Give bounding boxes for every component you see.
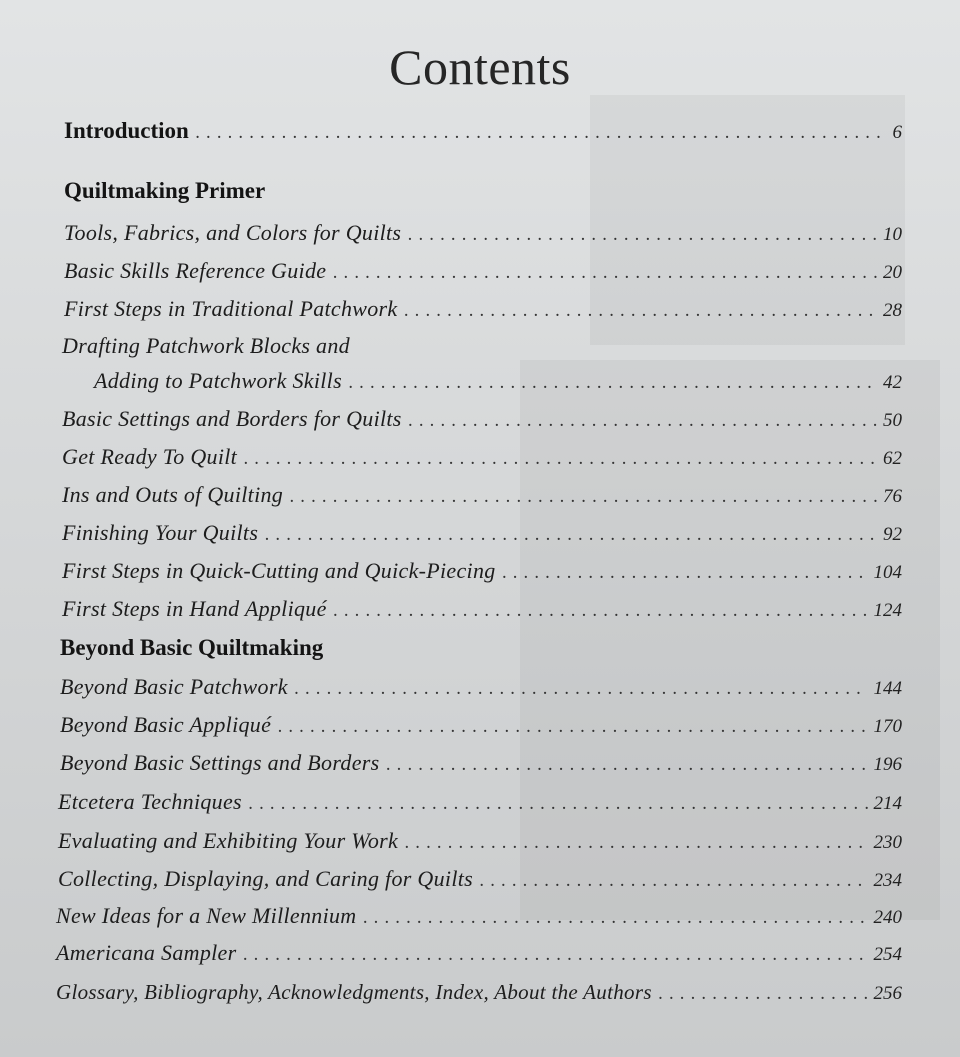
- leader-dots: [195, 123, 887, 143]
- toc-entry-label: Etcetera Techniques: [58, 789, 242, 814]
- toc-entry-page: 256: [873, 983, 902, 1004]
- toc-entry-label: Get Ready To Quilt: [62, 444, 238, 469]
- toc-entry-label: Collecting, Displaying, and Caring for Quilts: [58, 866, 474, 891]
- toc-entry-label: Beyond Basic Appliqué: [60, 712, 272, 737]
- toc-entry-label: Glossary, Bibliography, Acknowledgments, Index, About the Authors: [56, 980, 652, 1004]
- page-title: Contents: [389, 39, 571, 95]
- toc-entry-page: 62: [883, 448, 902, 469]
- toc-entry-label: First Steps in Hand Appliqué: [62, 596, 327, 621]
- toc-entry-page: 6: [892, 122, 902, 143]
- toc-entry-page: 196: [873, 754, 902, 775]
- leader-dots: [248, 794, 868, 814]
- leader-dots: [333, 601, 868, 621]
- leader-dots: [294, 679, 868, 699]
- section-heading: Quiltmaking Primer: [64, 178, 266, 203]
- toc-entry-label: Finishing Your Quilts: [62, 520, 259, 545]
- leader-dots: [658, 984, 868, 1004]
- toc-entry-label: Basic Settings and Borders for Quilts: [62, 406, 402, 431]
- toc-entry-label: Ins and Outs of Quilting: [62, 482, 284, 507]
- toc-entry-page: 124: [873, 600, 902, 621]
- toc-entry-label-line1[interactable]: Drafting Patchwork Blocks and: [62, 333, 350, 358]
- toc-entry[interactable]: [58, 789, 902, 815]
- toc-entry[interactable]: [60, 712, 902, 738]
- toc-entry[interactable]: [62, 596, 902, 622]
- toc-entry[interactable]: [62, 444, 902, 470]
- leader-dots: [289, 487, 877, 507]
- toc-entry[interactable]: [60, 674, 902, 700]
- toc-entry[interactable]: [62, 406, 902, 432]
- toc-entry-label: First Steps in Quick-Cutting and Quick-Piecing: [62, 558, 496, 583]
- toc-entry[interactable]: [62, 482, 902, 508]
- toc-entry-page: 10: [883, 224, 902, 245]
- toc-entry-label: Tools, Fabrics, and Colors for Quilts: [64, 220, 402, 245]
- leader-dots: [407, 225, 877, 245]
- toc-entry[interactable]: [64, 296, 902, 322]
- leader-dots: [242, 945, 867, 965]
- leader-dots: [348, 373, 877, 393]
- toc-entry[interactable]: [60, 750, 902, 776]
- toc-entry-page: 42: [883, 372, 902, 393]
- toc-entry-page: 240: [873, 907, 902, 928]
- toc-entry-page: 104: [873, 562, 902, 583]
- toc-entry-label: Evaluating and Exhibiting Your Work: [58, 828, 399, 853]
- toc-entry[interactable]: [56, 940, 902, 966]
- toc-entry-page: 28: [883, 300, 902, 321]
- toc-entry-page: 76: [883, 486, 902, 507]
- toc-entry[interactable]: [58, 828, 902, 854]
- toc-entry[interactable]: [64, 220, 902, 246]
- toc-entry[interactable]: [94, 368, 902, 394]
- toc-entry-page: 144: [873, 678, 902, 699]
- section-heading: Beyond Basic Quiltmaking: [60, 635, 324, 660]
- toc-entry[interactable]: [56, 903, 902, 929]
- leader-dots: [362, 908, 867, 928]
- toc-entry[interactable]: [58, 866, 902, 892]
- leader-dots: [404, 833, 867, 853]
- toc-entry-page: 214: [873, 793, 902, 814]
- toc-entry[interactable]: [56, 980, 902, 1005]
- leader-dots: [479, 871, 867, 891]
- toc-entry-label: Beyond Basic Patchwork: [60, 674, 288, 699]
- leader-dots: [332, 263, 877, 283]
- toc-entry-label: Basic Skills Reference Guide: [64, 258, 327, 283]
- leader-dots: [243, 449, 877, 469]
- toc-entry[interactable]: [64, 258, 902, 284]
- toc-entry-label: First Steps in Traditional Patchwork: [64, 296, 398, 321]
- leader-dots: [403, 301, 877, 321]
- toc-entry[interactable]: [62, 558, 902, 584]
- toc-entry-label: Beyond Basic Settings and Borders: [60, 750, 380, 775]
- toc-entry-page: 170: [873, 716, 902, 737]
- toc-entry[interactable]: [62, 520, 902, 546]
- toc-entry-label: Introduction: [64, 118, 189, 143]
- toc-entry-page: 50: [883, 410, 902, 431]
- leader-dots: [385, 755, 867, 775]
- leader-dots: [502, 563, 868, 583]
- toc-entry-label: Americana Sampler: [56, 940, 237, 965]
- toc-entry-page: 254: [873, 944, 902, 965]
- toc-entry-label: New Ideas for a New Millennium: [56, 903, 357, 928]
- toc-entry-page: 92: [883, 524, 902, 545]
- toc-entry-page: 230: [873, 832, 902, 853]
- leader-dots: [264, 525, 877, 545]
- leader-dots: [408, 411, 877, 431]
- toc-entry-label-line2: Adding to Patchwork Skills: [94, 368, 342, 393]
- toc-entry-introduction[interactable]: [64, 118, 902, 144]
- toc-entry-page: 20: [883, 262, 902, 283]
- leader-dots: [277, 717, 867, 737]
- toc-entry-page: 234: [873, 870, 902, 891]
